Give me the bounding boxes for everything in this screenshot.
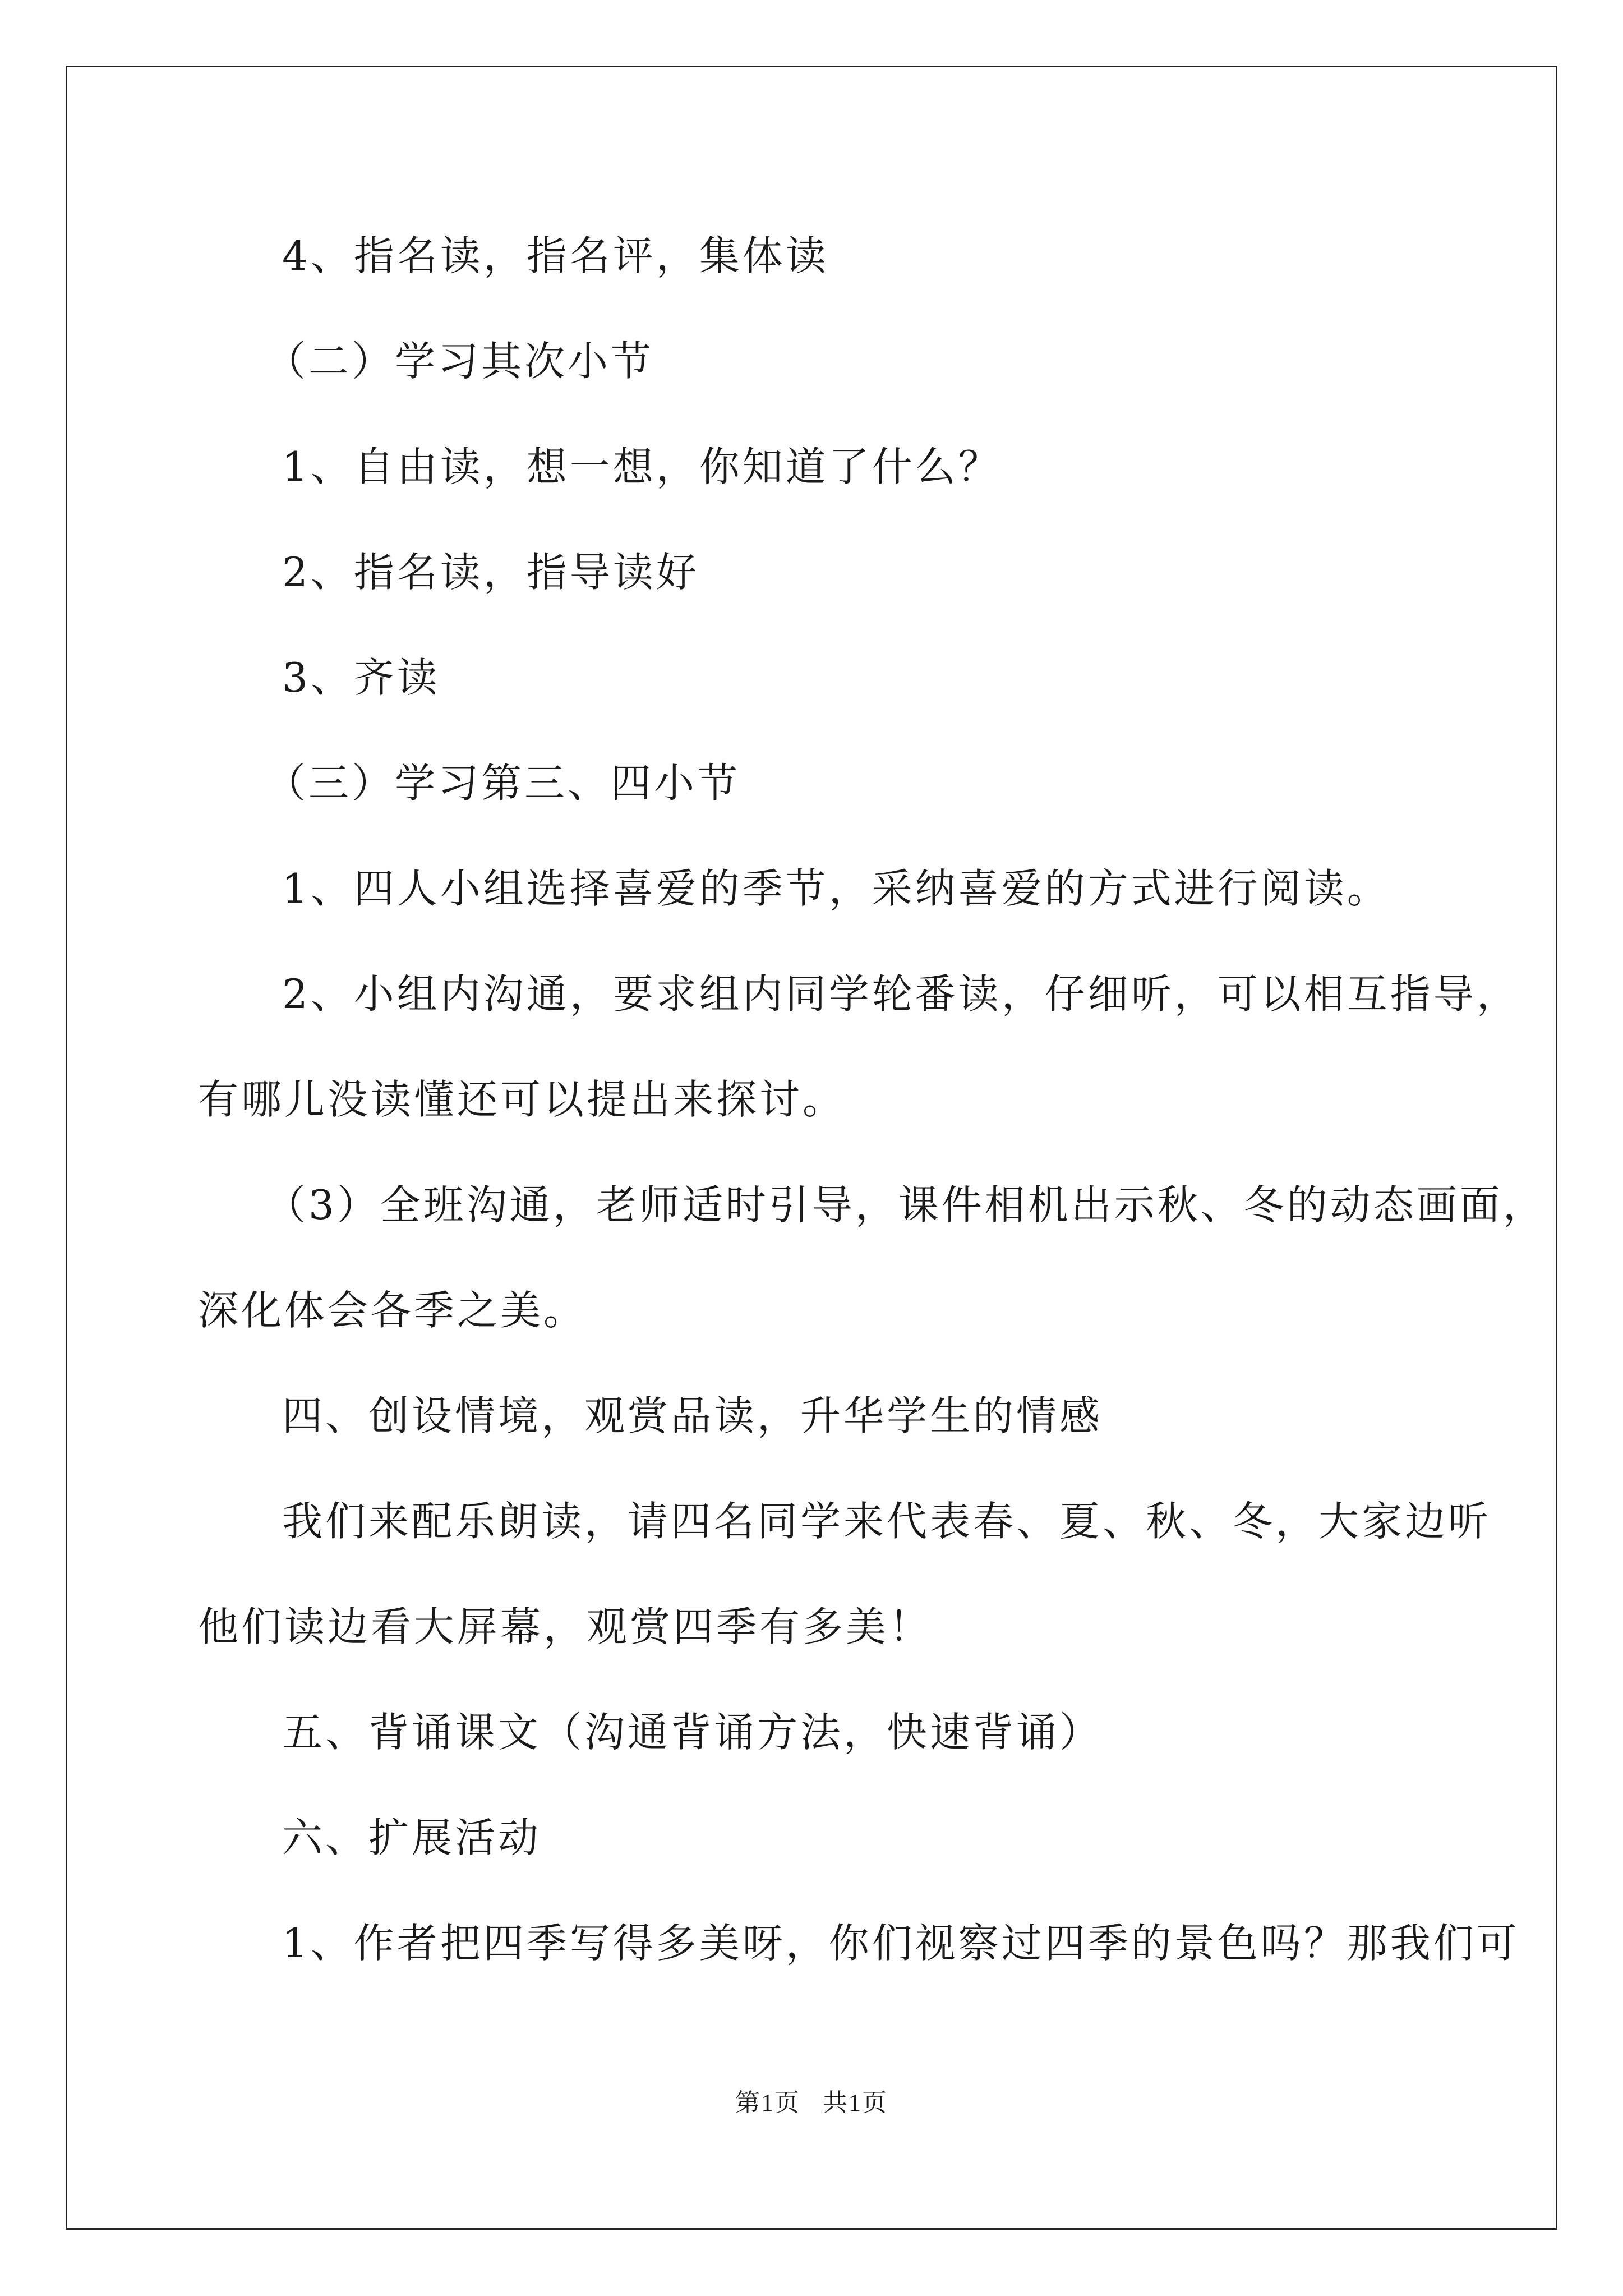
page-total: 共1页 — [823, 2089, 888, 2116]
section-heading: （三）学习第三、四小节 — [265, 760, 741, 807]
page-number: 第1页 — [735, 2089, 800, 2116]
paragraph: 1、自由读，想一想，你知道了什么？ — [282, 443, 1002, 490]
section-heading: （二）学习其次小节 — [265, 338, 654, 385]
document-body — [198, 203, 1546, 1996]
section-heading: 五、背诵课文（沟通背诵方法，快速背诵） — [282, 1709, 1103, 1756]
paragraph: 1、四人小组选择喜爱的季节，采纳喜爱的方式进行阅读。 — [282, 865, 1390, 912]
paragraph: 2、指名读，指导读好 — [282, 549, 699, 596]
paragraph: 3、齐读 — [282, 654, 440, 701]
paragraph: 4、指名读，指名评，集体读 — [282, 232, 829, 279]
paragraph-continuation: 深化体会各季之美。 — [198, 1287, 587, 1334]
paragraph-continuation: 有哪儿没读懂还可以提出来探讨。 — [198, 1076, 846, 1123]
paragraph: 2、小组内沟通，要求组内同学轮番读，仔细听，可以相互指导， — [282, 970, 1520, 1018]
page-footer — [0, 2082, 1623, 2118]
paragraph: 1、作者把四季写得多美呀，你们视察过四季的景色吗？那我们可 — [282, 1920, 1520, 1967]
paragraph-continuation: 他们读边看大屏幕，观赏四季有多美！ — [198, 1603, 933, 1650]
paragraph: （3）全班沟通，老师适时引导，课件相机出示秋、冬的动态画面， — [265, 1181, 1546, 1228]
paragraph: 我们来配乐朗读，请四名同学来代表春、夏、秋、冬，大家边听 — [282, 1498, 1492, 1545]
section-heading: 四、创设情境，观赏品读，升华学生的情感 — [282, 1392, 1103, 1439]
section-heading: 六、扩展活动 — [282, 1814, 542, 1861]
